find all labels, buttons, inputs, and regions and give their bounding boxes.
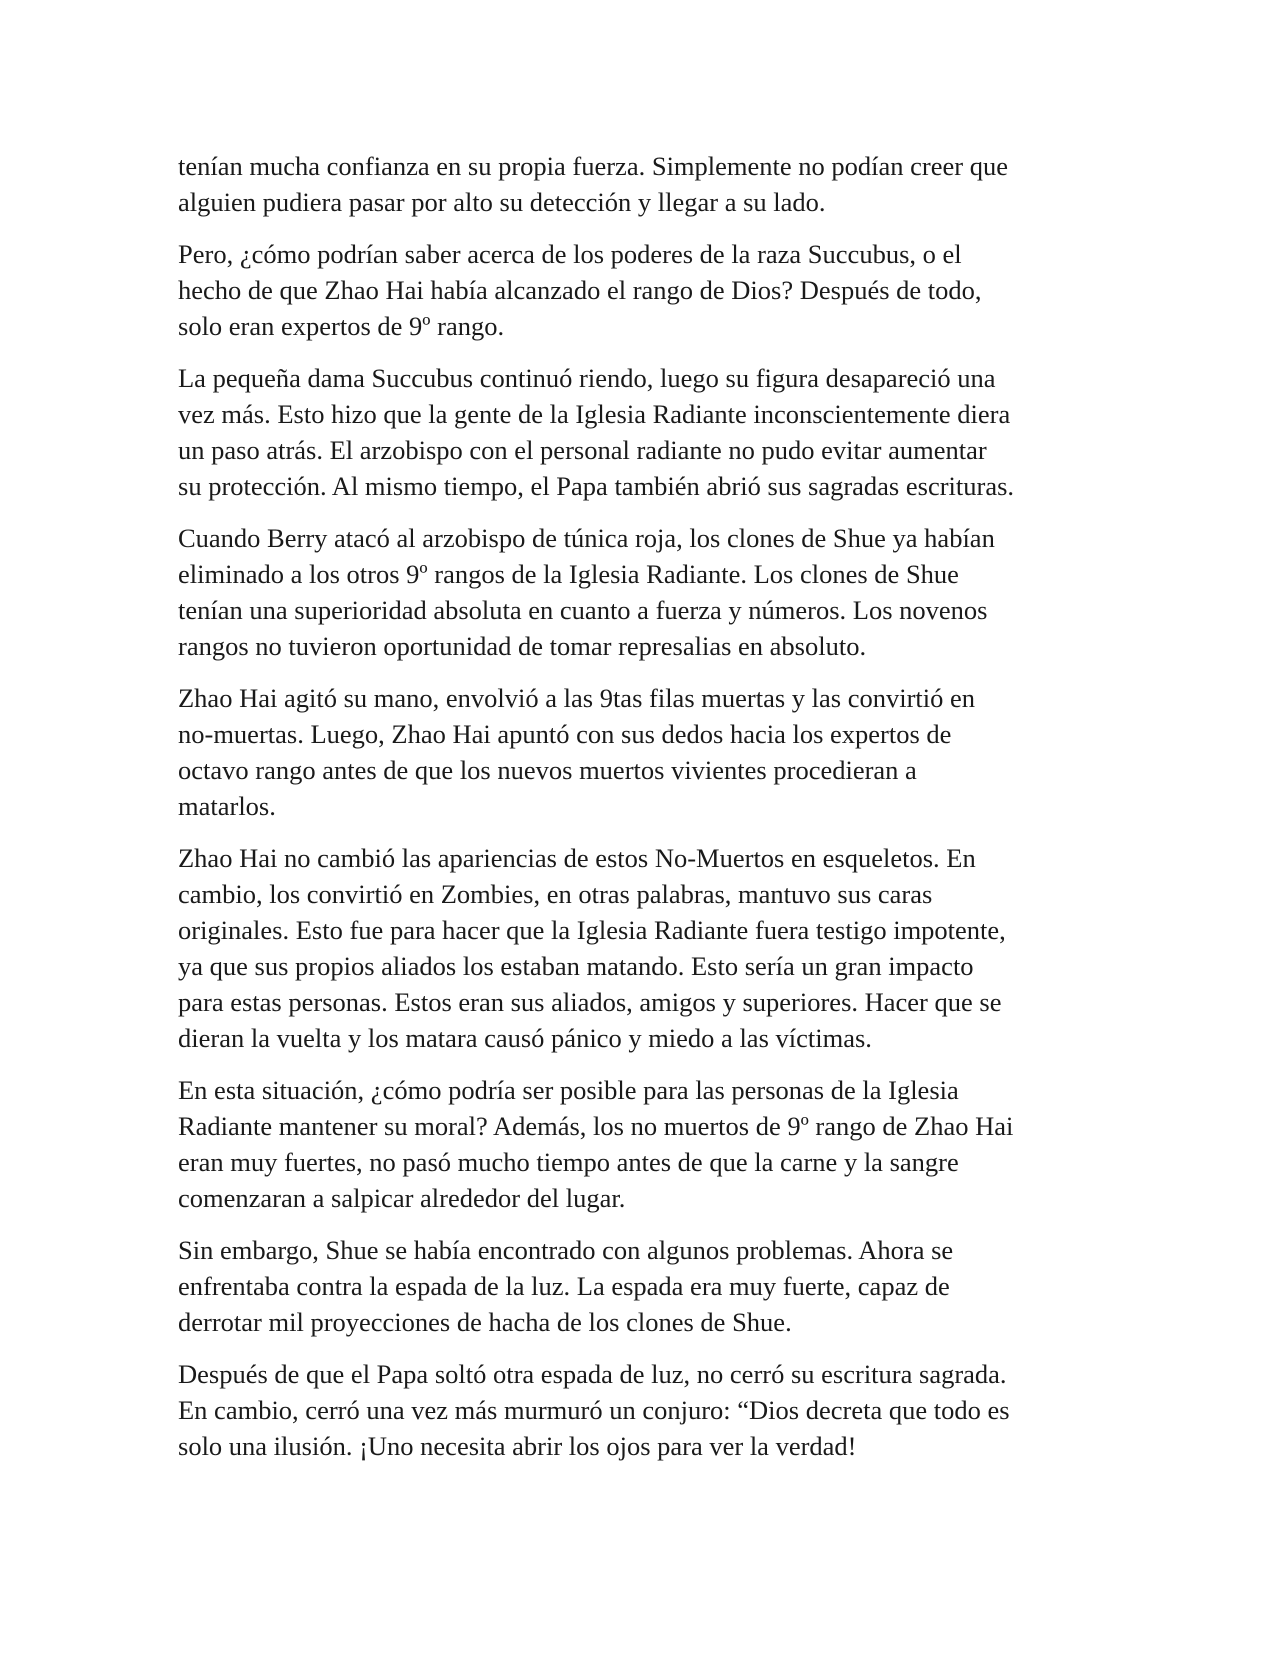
paragraph: Zhao Hai agitó su mano, envolvió a las 9tas filas muertas y las convirtió en no-muertas. Luego, Zhao Hai apuntó con sus dedos hacia los expertos de octavo rango antes de que los nuevos muertos vivientes procedieran a matarlos. — [178, 683, 976, 821]
paragraph: Pero, ¿cómo podrían saber acerca de los poderes de la raza Succubus, o el hecho de que Zhao Hai había alcanzado el rango de Dios? Después de todo, solo eran expertos de 9º rango. — [178, 239, 982, 341]
paragraph: tenían mucha confianza en su propia fuerza. Simplemente no podían creer que alguien pudiera pasar por alto su detección y llegar a su lado. — [178, 151, 1008, 217]
paragraph: Después de que el Papa soltó otra espada de luz, no cerró su escritura sagrada. En cambio, cerró una vez más murmuró un conjuro: “Dios decreta que todo es solo una ilusión. ¡Uno necesita abrir los ojos para ver la verdad! — [178, 1359, 1010, 1461]
paragraph: La pequeña dama Succubus continuó riendo, luego su figura desapareció una vez más. Esto hizo que la gente de la Iglesia Radiante inconscientemente diera un paso atrás. El arzobispo con el personal radiante no pudo evitar aumentar su protección. Al mismo tiempo, el Papa también abrió sus sagradas escrituras. — [178, 363, 1015, 501]
document-body — [178, 148, 1118, 1480]
paragraph: Sin embargo, Shue se había encontrado con algunos problemas. Ahora se enfrentaba contra la espada de la luz. La espada era muy fuerte, capaz de derrotar mil proyecciones de hacha de los clones de Shue. — [178, 1235, 954, 1337]
paragraph: Zhao Hai no cambió las apariencias de estos No-Muertos en esqueletos. En cambio, los convirtió en Zombies, en otras palabras, mantuvo sus caras originales. Esto fue para hacer que la Iglesia Radiante fuera testigo impotente, ya que sus propios aliados los estaban matando. Esto sería un gran impacto para estas personas. Estos eran sus aliados, amigos y superiores. Hacer que se dieran la vuelta y los matara causó pánico y miedo a las víctimas. — [178, 843, 1006, 1053]
paragraph: Cuando Berry atacó al arzobispo de túnica roja, los clones de Shue ya habían eliminado a los otros 9º rangos de la Iglesia Radiante. Los clones de Shue tenían una superioridad absoluta en cuanto a fuerza y números. Los novenos rangos no tuvieron oportunidad de tomar represalias en absoluto. — [178, 523, 995, 661]
paragraph: En esta situación, ¿cómo podría ser posible para las personas de la Iglesia Radiante mantener su moral? Además, los no muertos de 9º rango de Zhao Hai eran muy fuertes, no pasó mucho tiempo antes de que la carne y la sangre comenzaran a salpicar alrededor del lugar. — [178, 1075, 1014, 1213]
